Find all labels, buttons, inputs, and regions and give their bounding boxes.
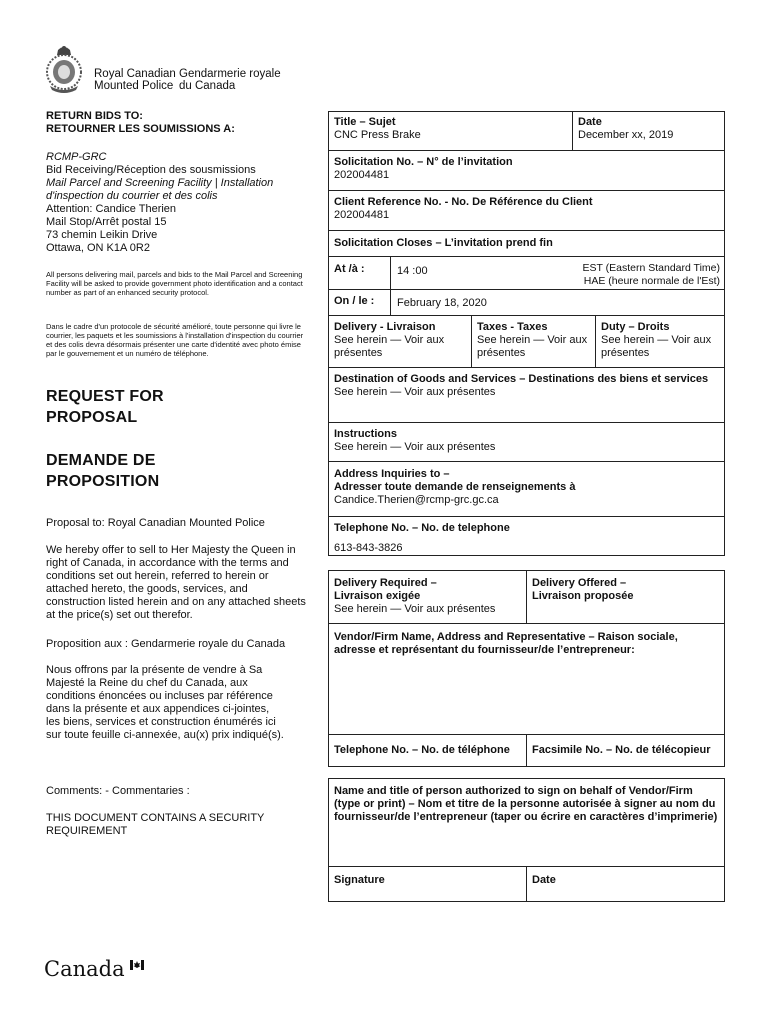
rfp-title-line1: REQUEST FOR — [46, 388, 164, 405]
offer-text-en: We hereby offer to sell to Her Majesty the Queen in right of Canada, in accordance with the terms and conditions set out herein, referred to herein or attached hereto, the goods, services, and construction listed herein and on any attached sheets at the price(s) set out therefor. — [46, 544, 306, 621]
rcmp-crest-icon — [44, 44, 84, 94]
client-ref-label: Client Reference No. - No. De Référence du Client — [334, 196, 593, 208]
ddp-title-line2: PROPOSITION — [46, 473, 160, 490]
address-line-7: 73 chemin Leikin Drive — [46, 229, 158, 241]
inquiries-label-1: Address Inquiries to – — [334, 468, 450, 480]
fax-label: Facsimile No. – No. de télécopieur — [532, 744, 711, 756]
vendor-label: Vendor/Firm Name, Address and Representative – Raison sociale, adresse et représentant du fournisseur/de l’entrepreneur: — [334, 631, 678, 656]
proposal-to-en: Proposal to: Royal Canadian Mounted Police — [46, 517, 265, 529]
taxes-label: Taxes - Taxes — [477, 321, 548, 333]
address-line-3: Mail Parcel and Screening Facility | Installation — [46, 177, 274, 189]
duty-value: See herein — Voir aux présentes — [601, 334, 712, 359]
delivery-label: Delivery - Livraison — [334, 321, 436, 333]
address-line-4: d'inspection du courrier et des colis — [46, 190, 218, 202]
address-line-1: RCMP-GRC — [46, 151, 107, 163]
instructions-value: See herein — Voir aux présentes — [334, 441, 496, 453]
security-note-fr: Dans le cadre d'un protocole de sécurité amélioré, toute personne qui livre le courrier, les paquets et les soumissions à l'installation d'inspection du courrier et des colis devra désormais présenter une carte d'identité avec photo émise par le gouvernement et un numéro de téléphone. — [46, 322, 304, 358]
org-name-en-line1: Royal Canadian — [94, 68, 176, 80]
security-note-en: All persons delivering mail, parcels and bids to the Mail Parcel and Screening Facility will be asked to provide government photo identification and a contact number as part of an enhanced security protocol. — [46, 270, 303, 297]
delivery-offered-label-1: Delivery Offered – — [532, 577, 627, 589]
delivery-value: See herein — Voir aux présentes — [334, 334, 445, 359]
at-time-value: 14 :00 — [397, 265, 428, 277]
destination-value: See herein — Voir aux présentes — [334, 386, 496, 398]
at-label: At /à : — [334, 263, 365, 275]
telephone-value: 613-843-3826 — [334, 542, 403, 554]
title-value: CNC Press Brake — [334, 129, 421, 141]
ddp-title-line1: DEMANDE DE — [46, 452, 156, 469]
delivery-required-label-1: Delivery Required – — [334, 577, 437, 589]
destination-label: Destination of Goods and Services – Destinations des biens et services — [334, 373, 709, 385]
org-name-fr-line1: Gendarmerie royale — [179, 68, 281, 80]
security-requirement: THIS DOCUMENT CONTAINS A SECURITY REQUIREMENT — [46, 812, 265, 837]
address-line-2: Bid Receiving/Réception des sousmissions — [46, 164, 256, 176]
authorized-person-label: Name and title of person authorized to sign on behalf of Vendor/Firm (type or print) – Nom et titre de la personne autorisée à signer au nom du fournisseur/de l’entrepreneur (taper ou écrire en caractères d’imprimerie) — [334, 785, 718, 823]
title-label: Title – Sujet — [334, 116, 396, 128]
duty-label: Duty – Droits — [601, 321, 670, 333]
inquiries-label-2: Adresser toute demande de renseignements à — [334, 481, 576, 493]
taxes-value: See herein — Voir aux présentes — [477, 334, 588, 359]
address-line-5: Attention: Candice Therien — [46, 203, 177, 215]
flag-icon — [130, 957, 144, 975]
canada-wordmark-text: Canada — [44, 957, 125, 981]
delivery-required-label-2: Livraison exigée — [334, 590, 421, 602]
comments-label: Comments: - Commentaries : — [46, 785, 190, 797]
offer-text-fr: Nous offrons par la présente de vendre à Sa Majesté la Reine du chef du Canada, aux conditions énoncées ou incluses par référence dans la présente et aux appendices ci-jointes, les biens, services et construction énumérés ici sur toute feuille ci-annexée, au(x) prix indiqué(s). — [46, 664, 284, 741]
org-name-en-line2: Mounted Police — [94, 80, 174, 92]
delivery-required-value: See herein — Voir aux présentes — [334, 603, 496, 615]
solicitation-label: Solicitation No. – N° de l’invitation — [334, 156, 513, 168]
signature-date-label: Date — [532, 874, 556, 886]
telephone-label: Telephone No. – No. de telephone — [334, 522, 510, 534]
address-line-6: Mail Stop/Arrêt postal 15 — [46, 216, 167, 228]
date-value: December xx, 2019 — [578, 129, 674, 141]
timezone-en: EST (Eastern Standard Time) — [582, 262, 720, 274]
address-line-8: Ottawa, ON K1A 0R2 — [46, 242, 150, 254]
solicitation-value: 202004481 — [334, 169, 390, 181]
return-bids-fr: RETOURNER LES SOUMISSIONS A: — [46, 123, 235, 135]
canada-wordmark — [44, 955, 144, 983]
org-name-fr-line2: du Canada — [179, 80, 236, 92]
signature-label: Signature — [334, 874, 385, 886]
client-ref-value: 202004481 — [334, 209, 390, 221]
delivery-offered-label-2: Livraison proposée — [532, 590, 634, 602]
closes-label: Solicitation Closes – L’invitation prend fin — [334, 237, 553, 249]
instructions-label: Instructions — [334, 428, 397, 440]
on-label: On / le : — [334, 295, 375, 307]
timezone-fr: HAE (heure normale de l'Est) — [583, 275, 720, 287]
on-date-value: February 18, 2020 — [397, 297, 487, 309]
proposal-to-fr: Proposition aux : Gendarmerie royale du Canada — [46, 638, 286, 650]
date-label: Date — [578, 116, 602, 128]
inquiries-email[interactable]: Candice.Therien@rcmp-grc.gc.ca — [334, 494, 499, 506]
vendor-phone-label: Telephone No. – No. de téléphone — [334, 744, 510, 756]
return-bids-en: RETURN BIDS TO: — [46, 110, 143, 122]
rfp-title-line2: PROPOSAL — [46, 409, 138, 426]
